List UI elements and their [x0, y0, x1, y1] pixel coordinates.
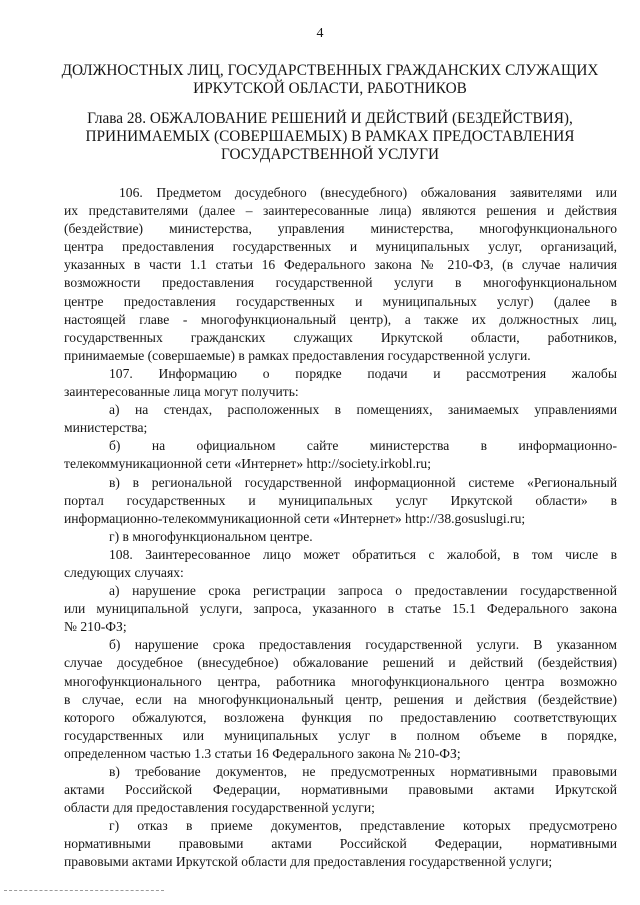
- text-line: а) нарушение срока регистрации запроса о предоставлении государственной: [109, 583, 617, 599]
- text-line: центре предоставления государственных и муниципальных услуг) (далее в: [64, 293, 617, 309]
- text-line: 107. Информацию о порядке подачи и рассмотрения жалобы: [109, 365, 617, 381]
- text-line: портал государственных и муниципальных услуг Иркутской области» в: [64, 492, 617, 508]
- page-number: 4: [316, 26, 324, 41]
- chapter-heading-line: Глава 28. ОБЖАЛОВАНИЕ РЕШЕНИЙ И ДЕЙСТВИЙ (БЕЗДЕЙСТВИЯ),: [87, 110, 573, 127]
- text-line: возможности предоставления государственной услуги в многофункциональном: [64, 275, 617, 291]
- text-line: указанных в части 1.1 статьи 16 Федерального закона № 210-ФЗ, (в случае наличия: [64, 257, 617, 273]
- text-line: их представителями (далее – заинтересованные лица) являются решения и действия: [64, 203, 617, 219]
- text-line: следующих случаях:: [64, 564, 184, 580]
- text-line: заинтересованные лица могут получить:: [64, 384, 299, 400]
- section-heading-line: ДОЛЖНОСТНЫХ ЛИЦ, ГОСУДАРСТВЕННЫХ ГРАЖДАНСКИХ СЛУЖАЩИХ: [61, 62, 599, 79]
- text-line: принимаемые (совершаемые) в рамках предоставления государственной услуги.: [64, 347, 531, 363]
- text-line: в случае, если на многофункциональный центр, решения и действия (бездействие): [64, 691, 617, 707]
- text-line: г) отказ в приеме документов, представление которых предусмотрено: [109, 818, 617, 834]
- text-line: правовыми актами Иркутской области для предоставления государственной услуги;: [64, 854, 553, 870]
- chapter-heading-line: ПРИНИМАЕМЫХ (СОВЕРШАЕМЫХ) В РАМКАХ ПРЕДОСТАВЛЕНИЯ: [85, 128, 575, 145]
- text-line: или муниципальной услуги, запроса, указанного в статье 15.1 Федерального закона: [64, 601, 617, 617]
- text-line: б) на официальном сайте министерства в информационно-: [109, 438, 617, 454]
- text-line: определенном частью 1.3 статьи 16 Федерального закона № 210-ФЗ;: [64, 745, 461, 761]
- text-line: телекоммуникационной сети «Интернет» http://society.irkobl.ru;: [64, 456, 432, 472]
- text-line: 108. Заинтересованное лицо может обратиться с жалобой, в том числе в: [109, 546, 617, 562]
- text-line: информационно-телекоммуникационной сети «Интернет» http://38.gosuslugi.ru;: [64, 510, 526, 526]
- footer-divider: [4, 890, 164, 891]
- text-line: № 210-ФЗ;: [64, 619, 127, 635]
- text-line: центра предоставления государственных и муниципальных услуг, организаций,: [64, 239, 617, 255]
- text-line: а) на стендах, расположенных в помещениях, занимаемых управлениями: [109, 402, 617, 418]
- text-line: министерства;: [64, 420, 148, 436]
- text-line: актами Российской Федерации, нормативными правовыми актами Иркутской: [64, 782, 617, 798]
- section-heading: [50, 62, 610, 98]
- text-line: в) требование документов, не предусмотренных нормативными правовыми: [109, 764, 617, 779]
- text-line: многофункционального центра, работника многофункционального центра возможно: [64, 673, 617, 689]
- text-line: б) нарушение срока предоставления государственной услуги. В указанном: [109, 637, 617, 653]
- text-line: в) в региональной государственной информационной системе «Региональный: [109, 474, 617, 490]
- text-line: нормативными правовыми актами Российской Федерации, нормативными: [64, 836, 617, 852]
- text-line: области для предоставления государственной услуги;: [64, 800, 375, 816]
- text-line: (бездействие) министерства, управления министерства, многофункционального: [64, 221, 617, 237]
- text-line: государственных или муниципальных услуг в полном объеме в порядке,: [64, 727, 617, 743]
- text-line: которого обжалуются, возложена функция по предоставлению соответствующих: [64, 709, 617, 725]
- chapter-heading-line: ГОСУДАРСТВЕННОЙ УСЛУГИ: [220, 146, 439, 163]
- document-body: [64, 184, 617, 872]
- text-line: 106. Предметом досудебного (внесудебного) обжалования заявителями или: [119, 185, 617, 200]
- text-line: государственных гражданских служащих Иркутской области, работников,: [64, 329, 617, 345]
- text-line: г) в многофункциональном центре.: [109, 528, 313, 544]
- text-line: настоящей главе - многофункциональный центр), а также их должностных лиц,: [64, 311, 617, 327]
- chapter-heading: [50, 110, 610, 164]
- section-heading-line: ИРКУТСКОЙ ОБЛАСТИ, РАБОТНИКОВ: [193, 80, 467, 97]
- text-line: случае досудебное (внесудебное) обжалование решений и действий (бездействия): [64, 655, 617, 671]
